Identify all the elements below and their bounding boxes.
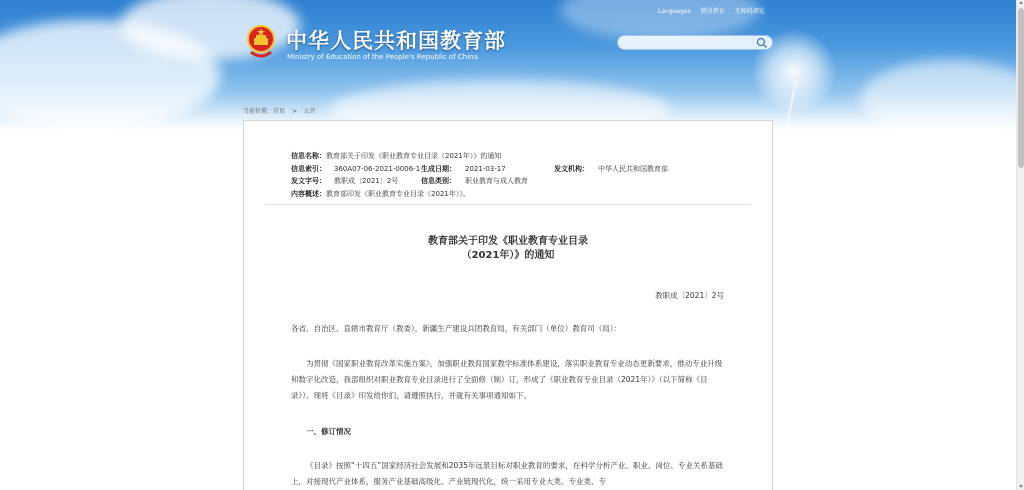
document-title-line2: （2021年）》的通知 <box>461 250 555 261</box>
breadcrumb-home[interactable]: 首页 <box>273 108 286 115</box>
meta-date-value: 2021-03-17 <box>465 164 506 173</box>
wechat-link[interactable]: 微信教育 <box>700 8 725 15</box>
meta-category-value: 职业教育与成人教育 <box>465 177 528 185</box>
vertical-scrollbar[interactable] <box>1016 0 1024 490</box>
meta-summary-value: 教育部印发《职业教育专业目录（2021年）》。 <box>326 189 470 198</box>
search-icon[interactable] <box>756 37 768 49</box>
document-title <box>243 235 773 263</box>
document-paragraph-1: 为贯彻《国家职业教育改革实施方案》，加强职业教育国家教学标准体系建设，落实职业教育专业动态更新要求，推动专业升级和数字化改造，我部组织对职业教育专业目录进行了全面修（制）订，形成了《职业教育专业目录（2021年）》（以下简称《目录》）。现将《目录》印发给你们，请遵照执行，并就有关事项通知如下。 <box>291 359 723 400</box>
languages-link[interactable]: Languages <box>658 8 691 15</box>
cloud-decoration <box>860 60 1016 130</box>
breadcrumb-separator: > <box>291 108 297 115</box>
meta-index-label: 信息索引： <box>291 164 326 173</box>
meta-org-label: 发文机构： <box>554 164 589 173</box>
scroll-down-icon[interactable] <box>1019 485 1023 488</box>
meta-summary-label: 内容概述： <box>291 189 326 198</box>
meta-docno-label: 发文字号： <box>291 177 326 185</box>
meta-name-value: 教育部关于印发《职业教育专业目录（2021年）》的通知 <box>326 152 502 160</box>
meta-org-value: 中华人民共和国教育部 <box>598 164 668 173</box>
meta-divider <box>265 204 751 205</box>
search-input[interactable] <box>617 35 773 50</box>
meta-docno-value: 教职成〔2021〕2号 <box>334 177 399 185</box>
meta-name-label: 信息名称： <box>291 152 326 160</box>
meta-index-value: 360A07-06-2021-0006-1 <box>334 164 421 173</box>
breadcrumb-prefix: 当前位置： <box>243 108 274 115</box>
section-heading-1: 一、修订情况 <box>306 427 351 436</box>
top-links <box>658 6 773 15</box>
document-meta <box>291 150 668 200</box>
site-title[interactable]: 中华人民共和国教育部 <box>286 29 506 53</box>
document-title-line1: 教育部关于印发《职业教育专业目录 <box>428 236 588 247</box>
meta-category-label: 信息类别： <box>421 177 456 185</box>
header-banner <box>0 0 1016 130</box>
document-paragraph-2: 《目录》按照“十四五”国家经济社会发展和2035年远景目标对职业教育的要求，在科学分析产业、职业、岗位、专业关系基础上，对接现代产业体系，服务产业基础高级化、产业链现代化，统一采用专业大类、专业类、专 <box>291 461 723 486</box>
breadcrumb-public[interactable]: 公开 <box>303 108 316 115</box>
accessibility-link[interactable]: 无障碍浏览 <box>734 8 765 15</box>
national-emblem-icon[interactable] <box>245 24 277 60</box>
meta-date-label: 生成日期： <box>421 164 456 173</box>
scroll-thumb[interactable] <box>1018 8 1024 168</box>
site-subtitle: Ministry of Education of the People's Republic of China <box>287 53 478 61</box>
breadcrumb <box>243 106 321 115</box>
document-salutation: 各省、自治区、直辖市教育厅（教委），新疆生产建设兵团教育局，有关部门（单位）教育司（局）： <box>291 324 621 333</box>
scroll-up-icon[interactable] <box>1019 1 1023 4</box>
document-number: 教职成〔2021〕2号 <box>655 291 724 300</box>
